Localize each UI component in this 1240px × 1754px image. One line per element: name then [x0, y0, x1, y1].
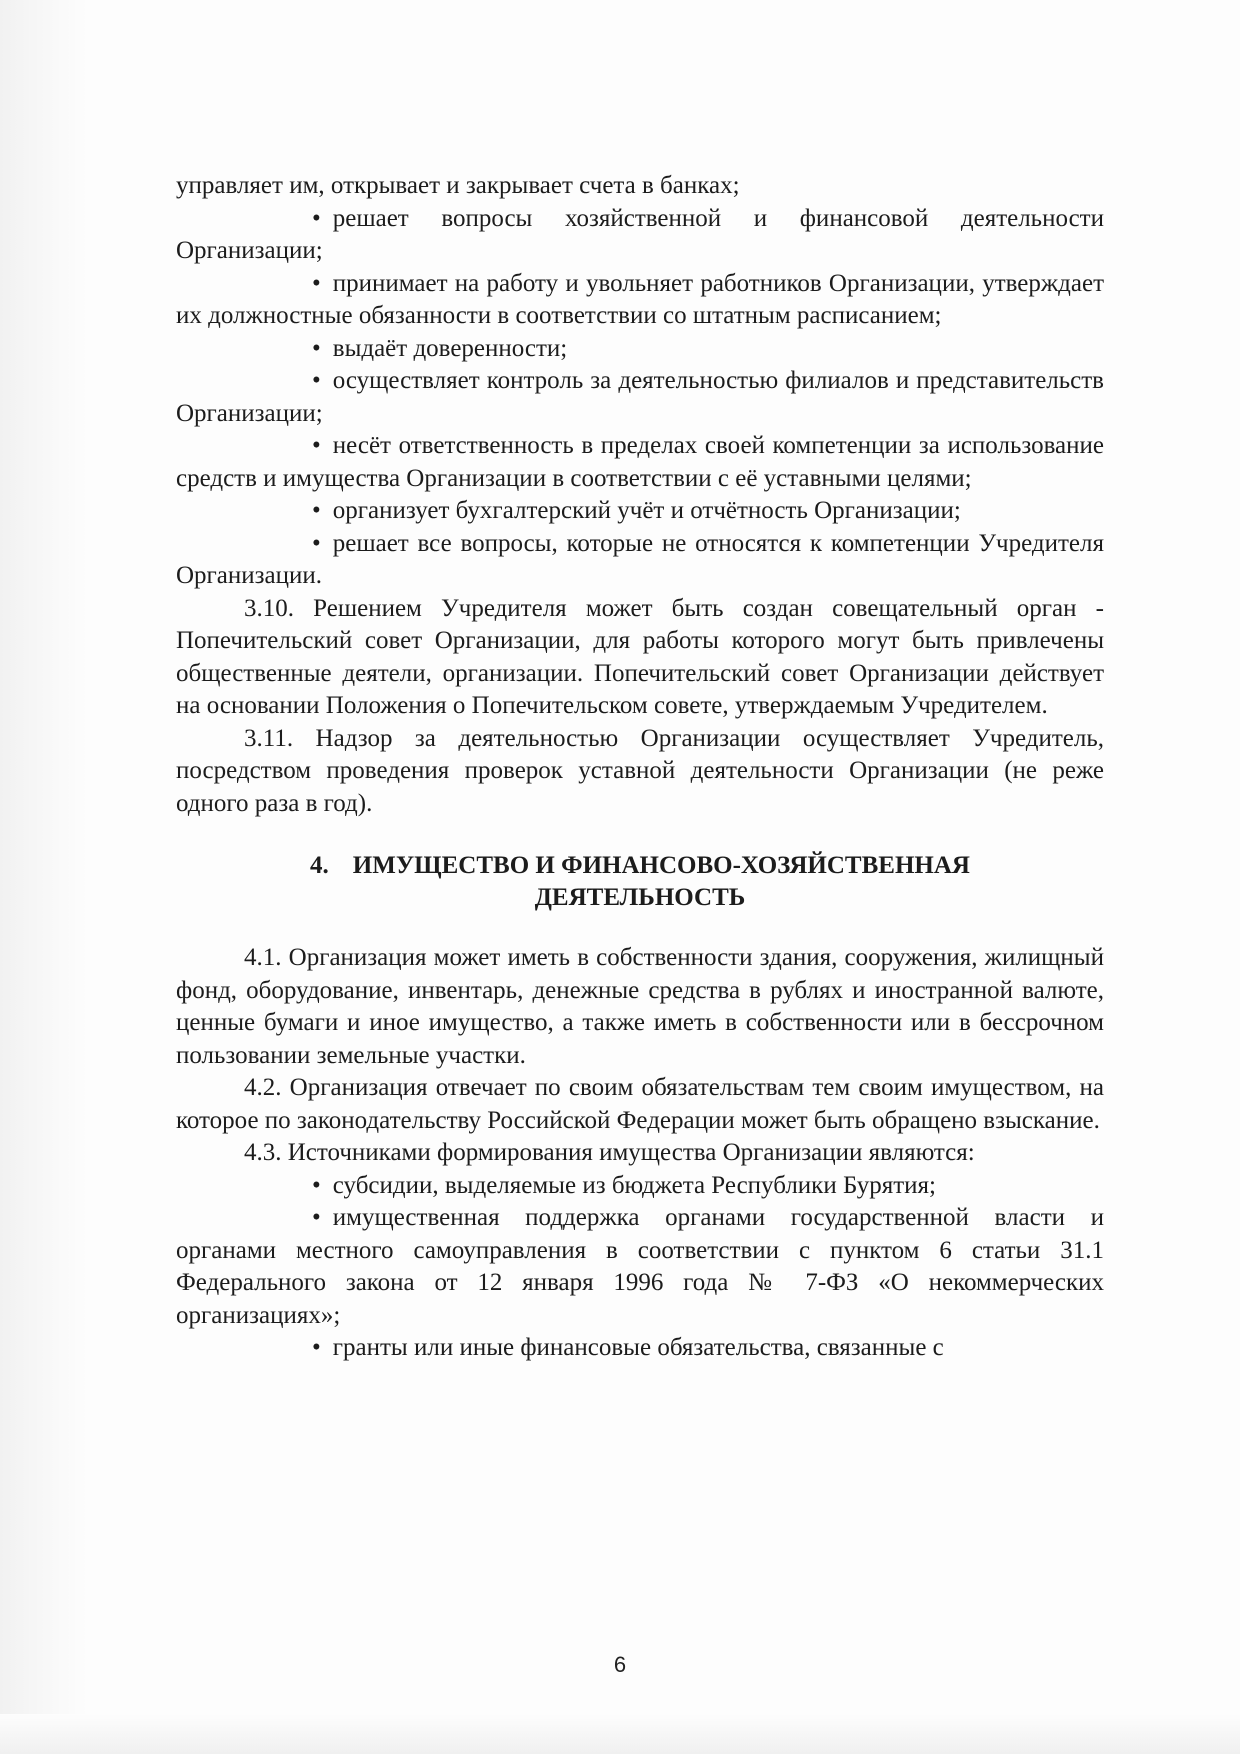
- section-number: 4.: [310, 852, 329, 879]
- bullet-item: • имущественная поддержка органами государственной власти и органами местного самоуправления в соответствии с пунктом 6 статьи 31.1 Федерального закона от 12 января 1996 года № 7-ФЗ «О некоммерческих организациях»;: [176, 1204, 1104, 1329]
- bullet-icon: •: [312, 497, 321, 524]
- scan-shadow-edge: [0, 0, 88, 1754]
- clause-4-1: 4.1. Организация может иметь в собственности здания, сооружения, жилищный фонд, оборудование, инвентарь, денежные средства в рублях и иностранной валюте, ценные бумаги и иное имущество, а также иметь в собственности или в бессрочном пользовании земельные участки.: [176, 944, 1104, 1069]
- bullet-item: • несёт ответственность в пределах своей компетенции за использование средств и имущества Организации в соответствии с её уставными целями;: [176, 432, 1104, 492]
- bullet-item: • субсидии, выделяемые из бюджета Республики Бурятия;: [176, 1170, 1104, 1203]
- section-title-line2: ДЕЯТЕЛЬНОСТЬ: [534, 884, 746, 911]
- bullet-icon: •: [312, 1171, 321, 1199]
- clause-3-10: 3.10. Решением Учредителя может быть создан совещательный орган - Попечительский совет Организации, для работы которого могут быть привлечены общественные деятели, организации. Попечительский совет Организации действует на основании Положения о Попечительском совете, утверждаемым Учредителем.: [176, 594, 1104, 719]
- scan-shadow-bottom: [0, 1714, 1240, 1754]
- bullet-icon: •: [312, 204, 321, 232]
- clause-4-2: 4.2. Организация отвечает по своим обязательствам тем своим имуществом, на которое по законодательству Российской Федерации может быть обращено взыскание.: [176, 1074, 1104, 1134]
- bullet-icon: •: [312, 1334, 321, 1361]
- bullet-icon: •: [312, 269, 321, 297]
- clause-4-3: 4.3. Источниками формирования имущества Организации являются:: [244, 1139, 975, 1166]
- bullet-item: • осуществляет контроль за деятельностью филиалов и представительств Организации;: [176, 367, 1104, 427]
- bullet-item: • решает вопросы хозяйственной и финансовой деятельности Организации;: [176, 204, 1104, 264]
- clause-3-11: 3.11. Надзор за деятельностью Организации осуществляет Учредитель, посредством проведения проверок уставной деятельности Организации (не реже одного раза в год).: [176, 724, 1104, 817]
- document-body: [176, 170, 1104, 1365]
- bullet-icon: •: [312, 529, 321, 557]
- paragraph-continuation: управляет им, открывает и закрывает счета в банках;: [176, 172, 740, 199]
- section-title-line1: ИМУЩЕСТВО И ФИНАНСОВО-ХОЗЯЙСТВЕННАЯ: [352, 852, 970, 879]
- bullet-item: • организует бухгалтерский учёт и отчётность Организации;: [176, 495, 1104, 528]
- bullet-icon: •: [312, 334, 321, 362]
- bullet-item: • решает все вопросы, которые не относятся к компетенции Учредителя Организации.: [176, 529, 1104, 589]
- bullet-item: • выдаёт доверенности;: [176, 333, 1104, 366]
- bullet-icon: •: [312, 1204, 321, 1231]
- bullet-item: • гранты или иные финансовые обязательства, связанные с: [176, 1332, 1104, 1365]
- bullet-icon: •: [312, 367, 321, 394]
- bullet-item: • принимает на работу и увольняет работников Организации, утверждает их должностные обязанности в соответствии со штатным расписанием;: [176, 269, 1104, 329]
- bullet-icon: •: [312, 432, 321, 459]
- section-heading: [176, 850, 1104, 914]
- page-number: 6: [613, 1652, 627, 1677]
